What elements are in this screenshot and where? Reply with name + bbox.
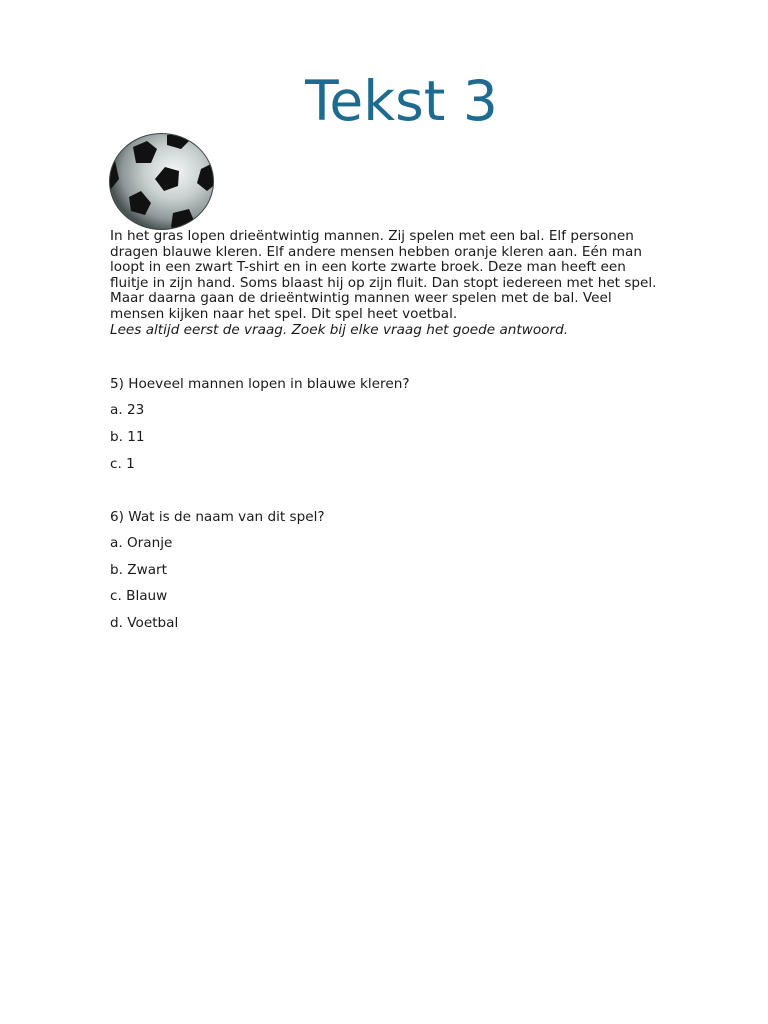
answer-option: a. Oranje [110, 535, 173, 551]
instruction-text: Lees altijd eerst de vraag. Zoek bij elke vraag het goede antwoord. [110, 321, 569, 338]
question-6: 6) Wat is de naam van dit spel? [110, 509, 325, 525]
story-line: fluitje in zijn hand. Soms blaast hij op zijn fluit. Dan stopt iedereen met het spel. [110, 274, 657, 291]
answer-option: b. 11 [110, 429, 145, 445]
answer-option: b. Zwart [110, 562, 167, 578]
soccer-ball-icon [109, 133, 214, 230]
answer-option: d. Voetbal [110, 615, 179, 631]
answer-option: c. 1 [110, 456, 135, 472]
story-line: Maar daarna gaan de drieëntwintig mannen weer spelen met de bal. Veel [110, 290, 612, 307]
answer-option: a. 23 [110, 402, 145, 418]
story-line: dragen blauwe kleren. Elf andere mensen hebben oranje kleren aan. Eén man [110, 243, 642, 260]
story-line: loopt in een zwart T-shirt en in een korte zwarte broek. Deze man heeft een [110, 259, 626, 276]
story-line: In het gras lopen drieëntwintig mannen. Zij spelen met een bal. Elf personen [110, 228, 634, 244]
question-5: 5) Hoeveel mannen lopen in blauwe kleren? [110, 376, 410, 392]
answer-option: c. Blauw [110, 588, 168, 604]
story-line: mensen kijken naar het spel. Dit spel heet voetbal. [110, 305, 458, 322]
story-text [110, 229, 700, 338]
page-title: Tekst 3 [305, 69, 498, 133]
